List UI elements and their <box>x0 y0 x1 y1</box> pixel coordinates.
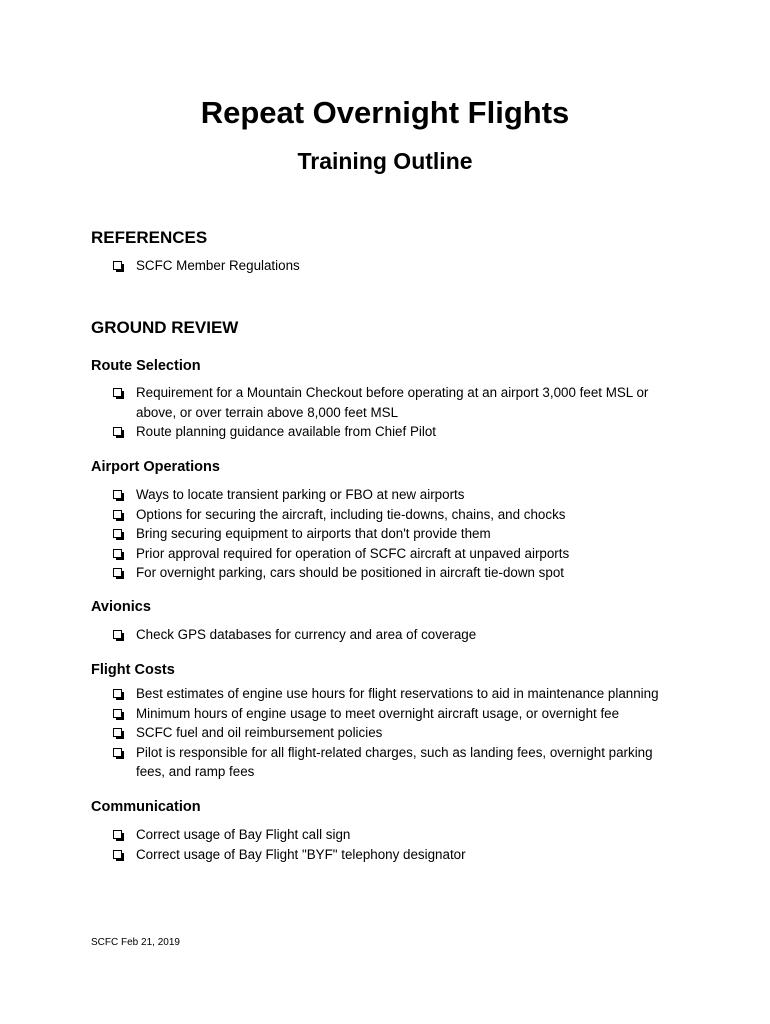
list-item-text: For overnight parking, cars should be positioned in aircraft tie-down spot <box>136 565 564 580</box>
checkbox-bullet-icon <box>113 549 122 558</box>
list-item-text: Bring securing equipment to airports that don't provide them <box>136 526 491 541</box>
list-item-text: Pilot is responsible for all flight-related charges, such as landing fees, overnight parking fees, and ramp fees <box>136 744 653 779</box>
airport-operations-heading: Airport Operations <box>91 459 220 475</box>
list-item <box>113 524 683 544</box>
list-item <box>113 704 683 724</box>
list-item-text: Check GPS databases for currency and area of coverage <box>136 627 477 642</box>
list-item-text: SCFC fuel and oil reimbursement policies <box>136 725 383 740</box>
list-item <box>113 825 683 845</box>
checkbox-bullet-icon <box>113 529 122 538</box>
checkbox-bullet-icon <box>113 630 122 639</box>
list-item-text: SCFC Member Regulations <box>136 258 300 273</box>
flight-costs-list <box>113 684 683 782</box>
list-item <box>113 625 683 645</box>
list-item-text: Route planning guidance available from Chief Pilot <box>136 424 436 439</box>
list-item-text: Options for securing the aircraft, including tie-downs, chains, and chocks <box>136 506 566 522</box>
checkbox-bullet-icon <box>113 490 122 499</box>
communication-heading: Communication <box>91 799 201 815</box>
list-item <box>113 684 683 704</box>
list-item <box>113 505 683 525</box>
checkbox-bullet-icon <box>113 510 122 519</box>
list-item-text: Correct usage of Bay Flight "BYF" telephony designator <box>136 846 466 862</box>
list-item-text: Prior approval required for operation of SCFC aircraft at unpaved airports <box>136 545 570 561</box>
route-selection-heading: Route Selection <box>91 358 201 374</box>
document-title: Repeat Overnight Flights <box>200 95 570 130</box>
route-selection-list <box>113 383 683 442</box>
checkbox-bullet-icon <box>113 709 122 718</box>
avionics-list <box>113 625 683 645</box>
checkbox-bullet-icon <box>113 689 122 698</box>
page-footer: SCFC Feb 21, 2019 <box>91 937 180 948</box>
checkbox-bullet-icon <box>113 427 122 436</box>
list-item-text: Requirement for a Mountain Checkout before operating at an airport 3,000 feet MSL or above, or over terrain above 8,000 feet MSL <box>136 385 649 420</box>
airport-operations-list <box>113 485 683 583</box>
checkbox-bullet-icon <box>113 568 122 577</box>
flight-costs-heading: Flight Costs <box>91 662 175 678</box>
list-item <box>113 743 683 782</box>
references-list <box>113 256 683 276</box>
ground-review-heading: GROUND REVIEW <box>91 318 239 337</box>
list-item <box>113 485 683 505</box>
checkbox-bullet-icon <box>113 388 122 397</box>
list-item <box>113 256 683 276</box>
checkbox-bullet-icon <box>113 728 122 737</box>
avionics-heading: Avionics <box>91 599 151 615</box>
checkbox-bullet-icon <box>113 261 122 270</box>
communication-list <box>113 825 683 864</box>
list-item-text: Minimum hours of engine usage to meet overnight aircraft usage, or overnight fee <box>136 705 620 721</box>
checkbox-bullet-icon <box>113 830 122 839</box>
list-item-text: Correct usage of Bay Flight call sign <box>136 827 351 842</box>
list-item <box>113 845 683 865</box>
references-heading: REFERENCES <box>91 228 208 247</box>
checkbox-bullet-icon <box>113 850 122 859</box>
list-item <box>113 383 683 422</box>
list-item <box>113 544 683 564</box>
list-item <box>113 723 683 743</box>
list-item <box>113 563 683 583</box>
list-item-text: Best estimates of engine use hours for flight reservations to aid in maintenance planning <box>136 686 659 701</box>
checkbox-bullet-icon <box>113 748 122 757</box>
document-subtitle: Training Outline <box>297 148 473 174</box>
list-item <box>113 422 683 442</box>
list-item-text: Ways to locate transient parking or FBO at new airports <box>136 487 465 502</box>
